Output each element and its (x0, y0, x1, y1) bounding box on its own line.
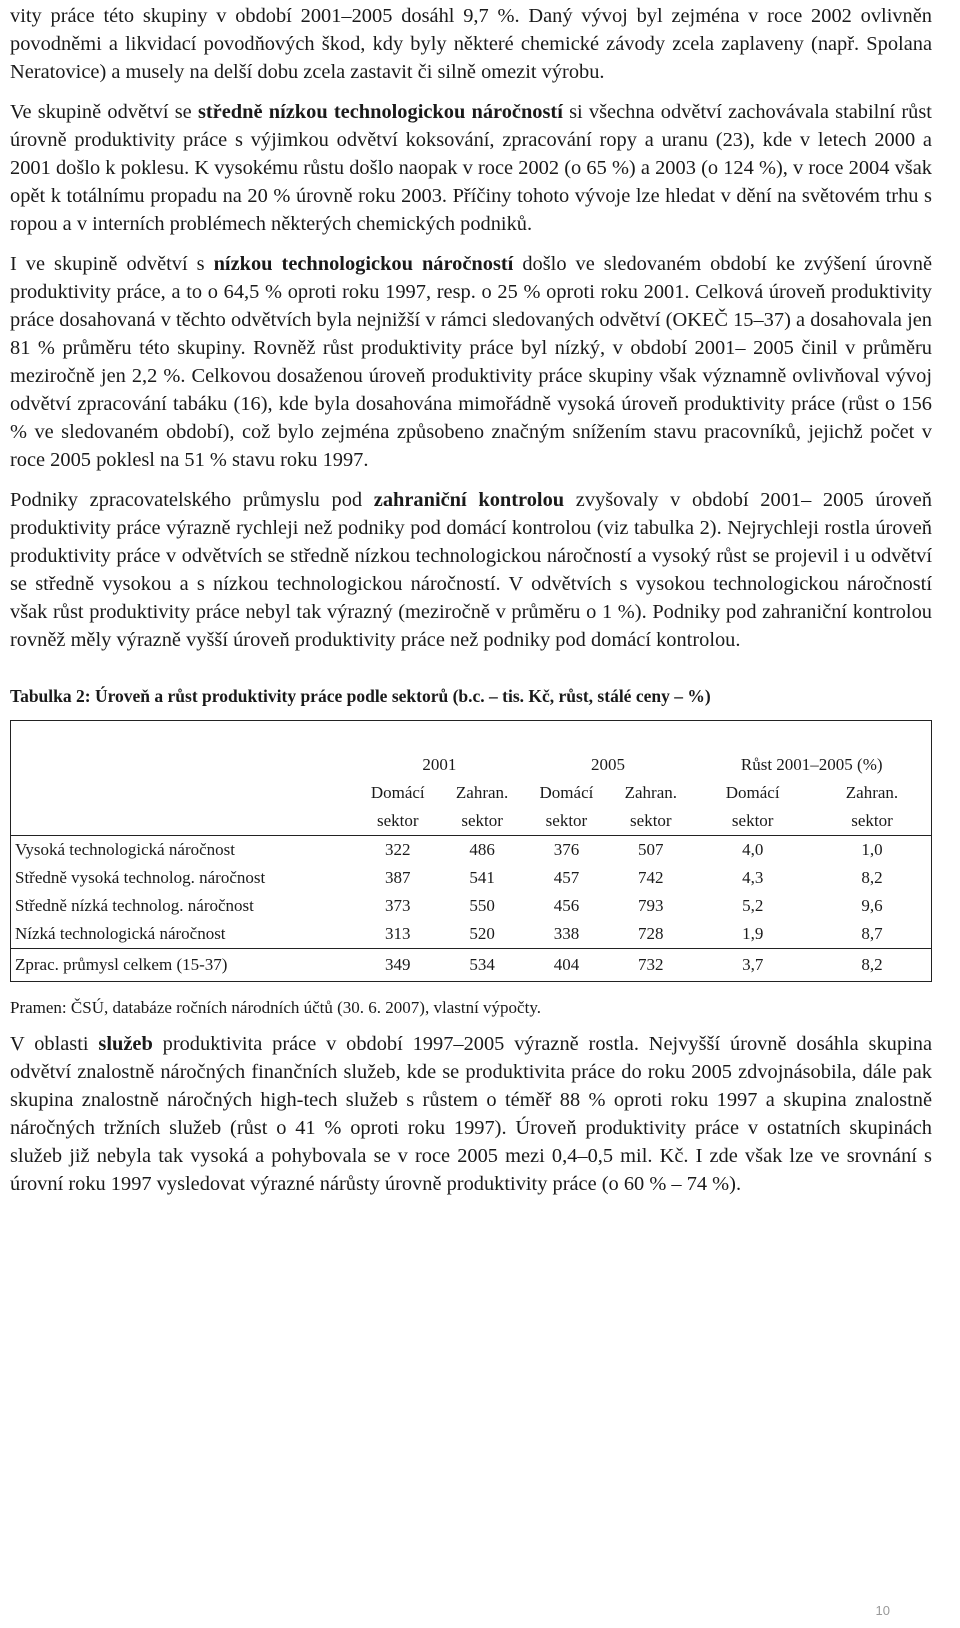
header-growth-label: Růst 2001–2005 (%) (740, 755, 883, 774)
cell-value: 541 (469, 868, 495, 887)
cell-value: 373 (385, 896, 411, 915)
header-sub-bottom: sektor (630, 811, 672, 830)
header-empty-cell (11, 807, 356, 836)
row-label: Středně nízká technolog. náročnost (15, 896, 254, 915)
header-empty-cell (11, 721, 356, 780)
paragraph-5 (10, 1030, 932, 1198)
header-sub-top: Zahran. (845, 783, 899, 802)
text-span: vity práce této skupiny v období 2001–2005 dosáhl 9,7 %. Daný vývoj byl zejména v roce 2002 ovlivněn povodněmi a likvidací povodňových škod, kdy byly některé chemické závody zcela zaplaveny (např. Spolana Neratovice) a musely na delší dobu zcela zastavit či silně omezit výrobu. (10, 5, 932, 83)
header-year-2005: 2005 (591, 755, 626, 774)
cell-value: 507 (609, 836, 692, 865)
cell-value: 728 (638, 924, 664, 943)
table-total-row (11, 949, 932, 982)
cell-value: 550 (469, 896, 495, 915)
cell-value: 4,0 (692, 836, 813, 865)
text-span: Podniky zpracovatelského průmyslu pod (10, 489, 374, 511)
bold-term: nízkou technologickou náročností (213, 253, 514, 275)
cell-value: 732 (609, 949, 692, 982)
paragraph-1 (10, 2, 932, 86)
table-header-row-sector-top (11, 779, 932, 807)
bold-term: zahraniční kontrolou (373, 489, 565, 511)
table-row (11, 864, 932, 892)
header-sub-bottom: sektor (376, 811, 419, 830)
table-header-row-sector-bottom (11, 807, 932, 836)
header-sub-bottom: sektor (851, 811, 893, 830)
header-sub-bottom: sektor (461, 811, 503, 830)
cell-value: 4,3 (742, 868, 764, 887)
table-caption: Tabulka 2: Úroveň a růst produktivity práce podle sektorů (b.c. – tis. Kč, růst, stálé ceny – %) (10, 686, 711, 706)
cell-value: 486 (441, 836, 524, 865)
text-span: zvyšovaly v období 2001– 2005 úroveň produktivity práce výrazně rychleji než podniky pod domácí kontrolou (viz tabulka 2). Nejrychleji rostla úroveň produktivity práce v odvětvích se středně nízkou technologickou náročností a vysoký růst se projevil i u odvětví se středně vysokou a s nízkou technologickou náročností. V odvětvích s vysokou technologickou náročností však růst produktivity práce nebyl tak výrazný (meziročně v průměru o 1 %). Podniky pod zahraniční kontrolou rovněž měly výrazně vyšší úroveň produktivity práce než podniky pod domácí kontrolou. (10, 489, 932, 651)
cell-value: 9,6 (861, 896, 883, 915)
table-row (11, 892, 932, 920)
text-span: Ve skupině odvětví se (10, 101, 198, 123)
cell-value: 322 (355, 836, 441, 865)
cell-value: 387 (385, 868, 411, 887)
cell-value: 1,0 (813, 836, 932, 865)
paragraph-4 (10, 486, 932, 654)
text-span: si všechna odvětví zachovávala stabilní růst úrovně produktivity práce s výjimkou odvětví koksování, zpracování ropy a uranu (23), kde v letech 2000 a 2001 došlo k poklesu. K vysokému růstu došlo naopak v roce 2002 (o 65 %) a 2003 (o 124 %), v roce 2004 však opět k totálnímu propadu na 20 % úrovně roku 2003. Příčiny tohoto vývoje lze hledat v dění na světovém trhu s ropou a v interních problémech některých chemických podniků. (10, 101, 932, 235)
paragraph-2 (10, 98, 932, 238)
header-sub-top: Domácí (539, 783, 594, 802)
header-sub-bottom: sektor (545, 811, 588, 830)
bold-term: služeb (98, 1033, 153, 1055)
row-label: Středně vysoká technolog. náročnost (15, 868, 266, 887)
cell-value: 8,2 (861, 868, 883, 887)
cell-value: 349 (355, 949, 441, 982)
cell-value: 5,2 (742, 896, 764, 915)
cell-value: 742 (638, 868, 664, 887)
header-empty-cell (11, 779, 356, 807)
cell-value: 8,2 (813, 949, 932, 982)
table-source-note: Pramen: ČSÚ, databáze ročních národních účtů (30. 6. 2007), vlastní výpočty. (10, 998, 541, 1017)
cell-value: 1,9 (742, 924, 764, 943)
cell-value: 338 (553, 924, 580, 943)
text-span: V oblasti (10, 1033, 99, 1055)
header-sub-top: Zahran. (455, 783, 509, 802)
table-header-row-groups (11, 721, 932, 780)
cell-value: 3,7 (692, 949, 813, 982)
text-span: došlo ve sledovaném období ke zvýšení úrovně produktivity práce, a to o 64,5 % oproti roku 1997, resp. o 25 % oproti roku 2001. Celková úroveň produktivity práce dosahovaná v těchto odvětvích byla nejnižší v rámci sledovaných odvětví (OKEČ 15–37) a dosahovala jen 81 % průměru této skupiny. Rovněž růst produktivity práce byl nízký, v období 2001– 2005 činil v průměru meziročně jen 2,2 %. Celkovou dosaženou úroveň produktivity práce skupiny však významně ovlivňoval vývoj odvětví zpracování tabáku (16), kde byla dosahována mimořádně vysoká úroveň produktivity práce (růst o 156 % ve sledovaném období), což bylo zejména způsobeno značným snížením stavu pracovníků, jejichž počet v roce 2005 poklesl na 51 % stavu roku 1997. (10, 253, 932, 471)
header-sub-top: Zahran. (624, 783, 677, 802)
table-row (11, 836, 932, 865)
page-number: 10 (875, 1603, 890, 1618)
paragraph-3 (10, 250, 932, 474)
cell-value: 793 (638, 896, 664, 915)
text-span: I ve skupině odvětví s (10, 253, 214, 275)
cell-value: 456 (553, 896, 580, 915)
header-sub-bottom: sektor (731, 811, 774, 830)
text-span: produktivita práce v období 1997–2005 výrazně rostla. Nejvyšší úrovně dosáhla skupina odvětví znalostně náročných finančních služeb, kde se produktivita práce do roku 2005 zdvojnásobila, dále pak skupina znalostně náročných high-tech služeb s růstem o téměř 88 % oproti roku 1997 a skupina znalostně náročných tržních služeb (růst o 41 % oproti roku 1997). Úroveň produktivity práce v ostatních skupinách služeb již nebyla tak vysoká a pohybovala se v roce 2005 mezi 0,4–0,5 mil. Kč. I zde však lze ve srovnání s úrovní roku 1997 vysledovat výrazné nárůsty úrovně produktivity práce (o 60 % – 74 %). (10, 1033, 932, 1195)
productivity-table (10, 720, 932, 982)
cell-value: 534 (441, 949, 524, 982)
cell-value: 376 (524, 836, 610, 865)
row-label: Zprac. průmysl celkem (15-37) (11, 949, 356, 982)
cell-value: 313 (385, 924, 411, 943)
bold-term: středně nízkou technologickou náročností (197, 101, 563, 123)
header-sub-top: Domácí (370, 783, 425, 802)
row-label: Vysoká technologická náročnost (11, 836, 356, 865)
header-growth (692, 721, 931, 780)
header-year-2001: 2001 (422, 755, 457, 774)
cell-value: 457 (553, 868, 580, 887)
table-row (11, 920, 932, 949)
document-page (0, 2, 960, 1628)
header-sub-top: Domácí (725, 783, 780, 802)
row-label: Nízká technologická náročnost (15, 924, 226, 943)
cell-value: 8,7 (861, 924, 883, 943)
cell-value: 404 (524, 949, 610, 982)
cell-value: 520 (469, 924, 495, 943)
